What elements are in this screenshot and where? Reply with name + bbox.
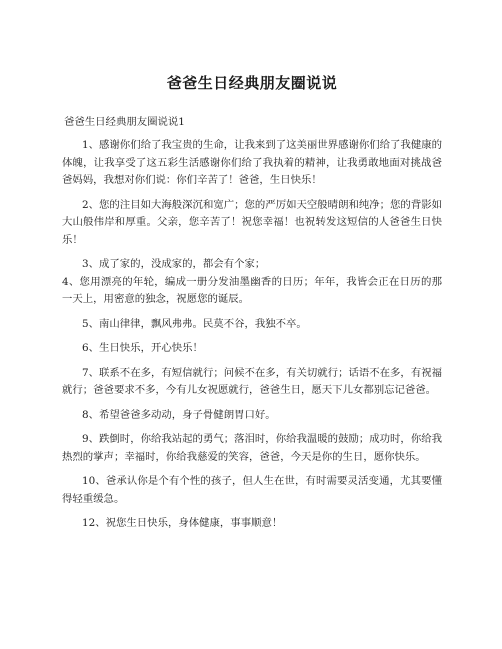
- paragraph-1: 1、感谢你们给了我宝贵的生命，让我来到了这美丽世界感谢你们给了我健康的体魄，让我享受了这五彩生活感谢你们给了我执着的精神，让我勇敢地面对挑战爸爸妈妈，我想对你们说：你们辛苦了！爸爸，生日快乐！: [62, 139, 442, 186]
- document-subtitle: 爸爸生日经典朋友圈说说1: [64, 116, 185, 128]
- paragraph-7: 7、联系不在多，有短信就行；问候不在多，有关切就行；话语不在多，有祝福就行；爸爸要求不多，今有儿女祝愿就行，爸爸生日，愿天下儿女都别忘记爸爸。: [62, 366, 442, 396]
- paragraph-12: 12、祝您生日快乐，身体健康，事事顺意！: [82, 517, 283, 529]
- paragraph-10: 10、爸承认你是个有个性的孩子，但人生在世，有时需要灵活变通，尤其要懂得轻重缓急。: [62, 475, 442, 505]
- paragraph-4: 4、您用漂亮的年轮，编成一册分发油墨幽香的日历；年年，我皆会正在日历的那一天上，用密意的独念，祝愿您的诞辰。: [62, 275, 442, 305]
- paragraph-3: 3、成了家的，没成家的，都会有个家；: [82, 258, 266, 270]
- paragraph-8: 8、希望爸爸多动动，身子骨健朗胃口好。: [82, 408, 276, 421]
- paragraph-2: 2、您的注目如大海般深沉和宽广；您的严厉如天空般晴朗和纯净；您的背影如大山般伟岸和厚重。父亲，您辛苦了！祝您幸福！也祝转发这短信的人爸爸生日快乐！: [62, 198, 442, 246]
- paragraph-5: 5、南山律律，飘风弗弗。民莫不谷，我独不卒。: [82, 317, 307, 330]
- document-title: 爸爸生日经典朋友圈说说: [166, 74, 338, 92]
- paragraph-9: 9、跌倒时，你给我站起的勇气；落泪时，你给我温暖的鼓励；成功时，你给我热烈的掌声；幸福时，你给我慈爱的笑容，爸爸，今天是你的生日，愿你快乐。: [62, 433, 442, 463]
- paragraph-6: 6、生日快乐，开心快乐！: [82, 342, 203, 354]
